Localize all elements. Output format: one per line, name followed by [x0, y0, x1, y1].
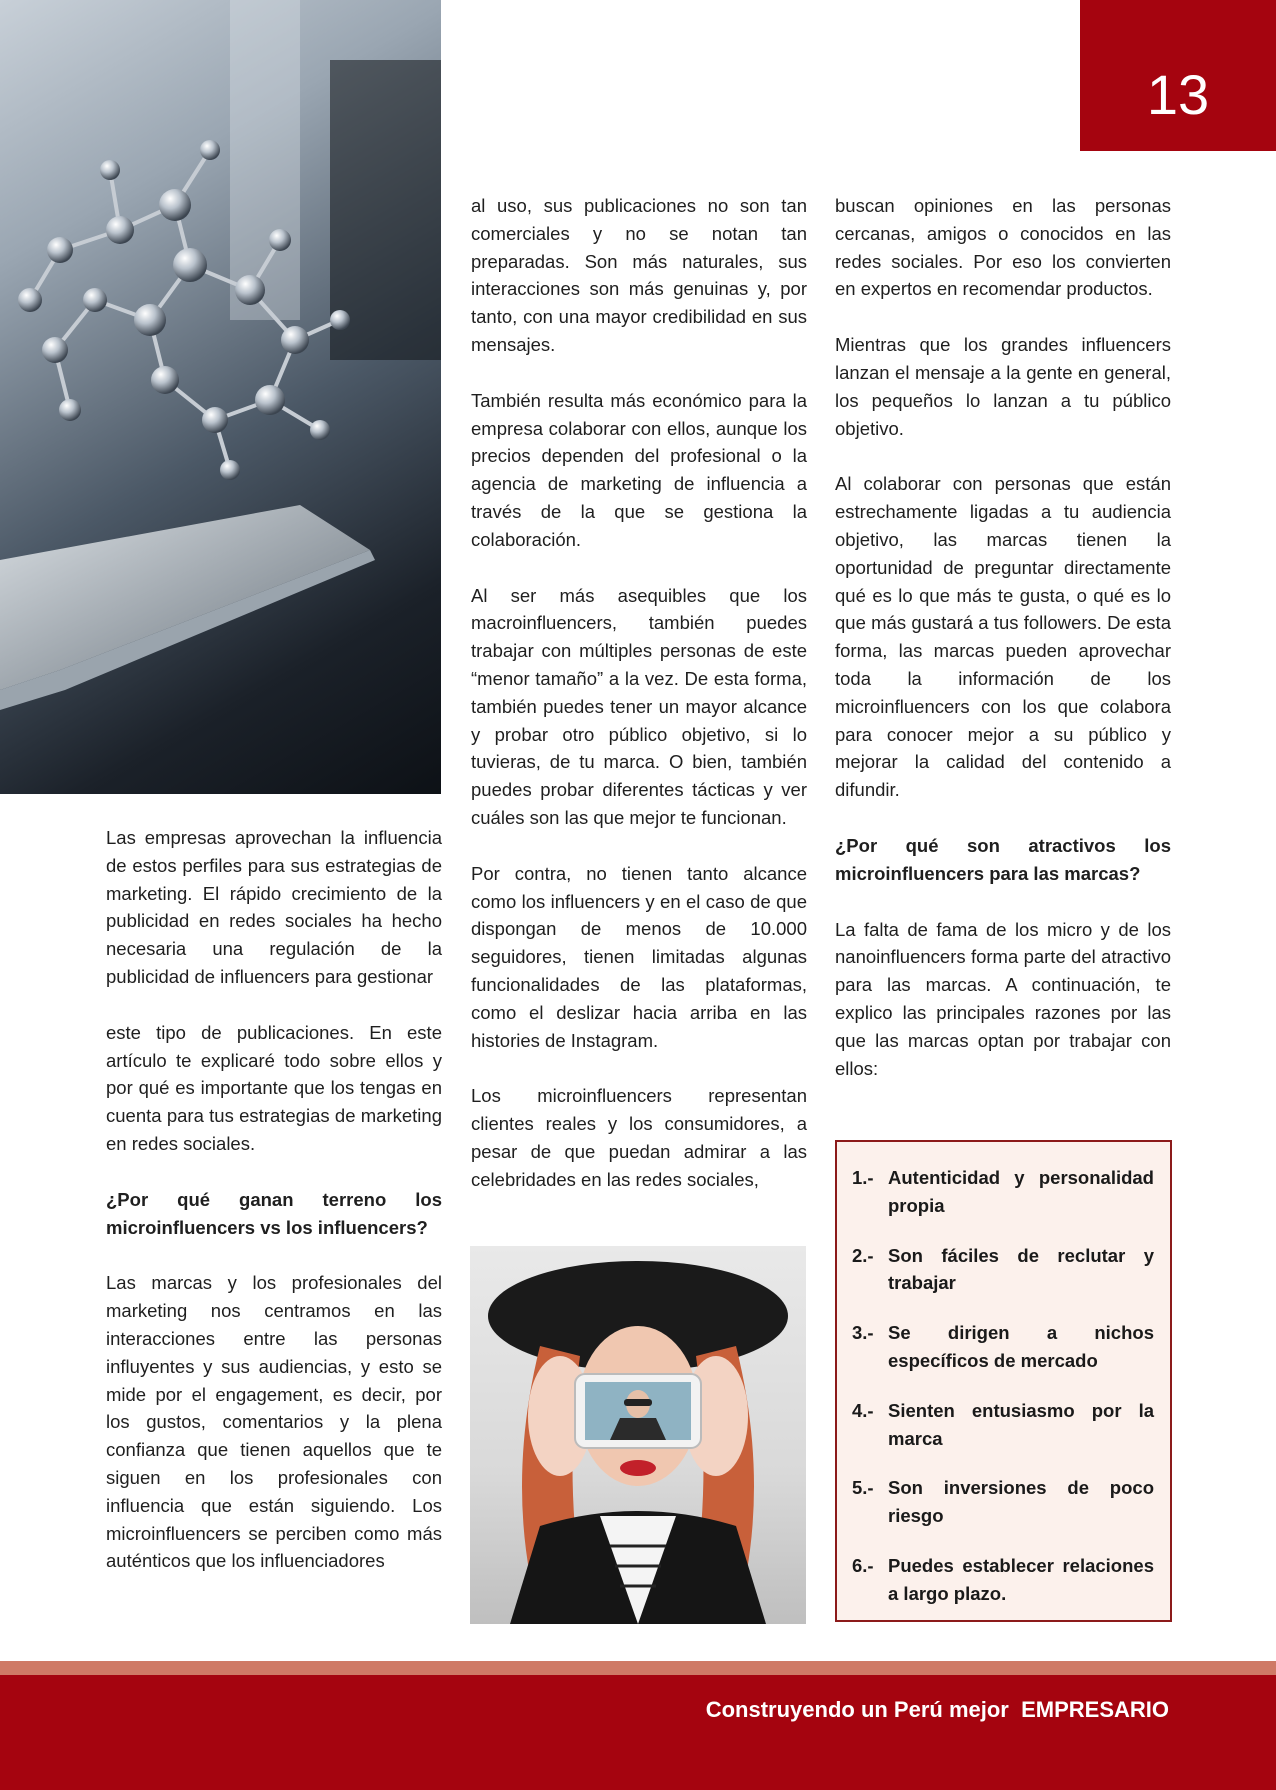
paragraph: Las empresas aprovechan la influencia de estos perfiles para sus estrategias de marketing. El rápido crecimiento de la publicidad en redes sociales ha hecho necesaria una regulación de la publicidad de influencers para gestionar: [106, 827, 442, 987]
reason-text: Puedes establecer relaciones a largo plazo.: [888, 1554, 1154, 1604]
page-number-box: [1080, 0, 1276, 151]
reasons-list-box: [835, 1140, 1172, 1622]
reason-number: 3.-: [852, 1322, 874, 1344]
reason-number: 5.-: [852, 1477, 874, 1499]
reason-number: 4.-: [852, 1399, 874, 1421]
paragraph: Las marcas y los profesionales del marketing nos centramos en las interacciones entre las personas influyentes y sus audiencias, y esto se mide por el engagement, es decir, por los gustos, comentarios y la plena confianza que tienen aquellos que te siguen en los profesionales con influencia que están siguiendo. Los microinfluencers se perciben como más auténticos que los influenciadores: [106, 1272, 442, 1572]
page-number: 13: [1146, 63, 1210, 126]
paragraph: Por contra, no tienen tanto alcance como los influencers y en el caso de que dispongan de menos de 10.000 seguidores, tienen limitadas algunas funcionalidades de las plataformas, como el deslizar hacia arriba en las histories de Instagram.: [471, 862, 807, 1051]
footer-tagline: Construyendo un Perú mejor EMPRESARIO: [705, 1697, 1169, 1722]
reason-number: 6.-: [852, 1554, 874, 1576]
paragraph: buscan opiniones en las personas cercanas, amigos o conocidos en las redes sociales. Por eso los convierten en expertos en recomendar productos.: [835, 195, 1171, 300]
reason-text: Son inversiones de poco riesgo: [888, 1477, 1154, 1527]
reason-item: [852, 1242, 1154, 1298]
paragraph: Mientras que los grandes influencers lanzan el mensaje a la gente en general, los pequeños lo lanzan a tu público objetivo.: [835, 334, 1171, 439]
paragraph: Los microinfluencers representan clientes reales y los consumidores, a pesar de que puedan admirar a las celebridades en las redes sociales,: [471, 1085, 807, 1190]
reason-item: [852, 1552, 1154, 1608]
article-column-1: [106, 824, 442, 1603]
footer-bar: [0, 1675, 1276, 1790]
reason-number: 1.-: [852, 1167, 874, 1188]
reason-text: Se dirigen a nichos específicos de mercado: [888, 1322, 1154, 1371]
paragraph: Al colaborar con personas que están estrechamente ligadas a tu audiencia objetivo, las marcas tienen la oportunidad de preguntar directamente qué es lo que más te gusta, o qué es lo que más gustará a tus followers. De esta forma, las marcas pueden aprovechar toda la información de los microinfluencers con los que colabora para conocer mejor a su público y mejorar la calidad del contenido a difundir.: [835, 473, 1171, 801]
paragraph: La falta de fama de los micro y de los nanoinfluencers forma parte del atractivo para las marcas. A continuación, te explico las principales razones por las que las marcas optan por trabajar con ellos:: [835, 918, 1171, 1079]
reason-item: [852, 1319, 1154, 1375]
paragraph: este tipo de publicaciones. En este artículo te explicaré todo sobre ellos y por qué es importante que los tengas en cuenta para tus estrategias de marketing en redes sociales.: [106, 1021, 442, 1154]
reason-text: Autenticidad y personalidad propia: [888, 1167, 1154, 1216]
reason-number: 2.-: [852, 1244, 874, 1266]
selfie-photo: [470, 1246, 806, 1624]
footer-stripe: [0, 1661, 1276, 1675]
section-heading: ¿Por qué ganan terreno los microinfluencers vs los influencers?: [106, 1188, 442, 1238]
article-column-2: [471, 192, 807, 1222]
paragraph: Al ser más asequibles que los macroinfluencers, también puedes trabajar con múltiples personas de este “menor tamaño” a la vez. De esta forma, también puedes tener un mayor alcance y probar otro público objetivo, si lo tuvieras, de tu marca. O bien, también puedes probar diferentes tácticas y ver cuáles son las que mejor te funcionan.: [471, 584, 807, 828]
reason-text: Son fáciles de reclutar y trabajar: [888, 1244, 1154, 1294]
section-heading: ¿Por qué son atractivos los microinfluencers para las marcas?: [835, 834, 1171, 884]
paragraph: También resulta más económico para la empresa colaborar con ellos, aunque los precios dependen del profesional o la agencia de marketing de influencia a través de la que se gestiona la colaboración.: [471, 389, 807, 550]
molecule-photo: [0, 0, 441, 794]
reason-item: [852, 1164, 1154, 1220]
reason-item: [852, 1397, 1154, 1453]
article-column-3: [835, 192, 1171, 1110]
reason-text: Sienten entusiasmo por la marca: [888, 1399, 1154, 1449]
selfie-illustration: [470, 1246, 806, 1624]
molecule-illustration: [0, 0, 441, 794]
reason-item: [852, 1474, 1154, 1530]
paragraph: al uso, sus publicaciones no son tan comerciales y no se notan tan preparadas. Son más naturales, sus interacciones son más genuinas y, por tanto, con una mayor credibilidad en sus mensajes.: [471, 195, 807, 355]
